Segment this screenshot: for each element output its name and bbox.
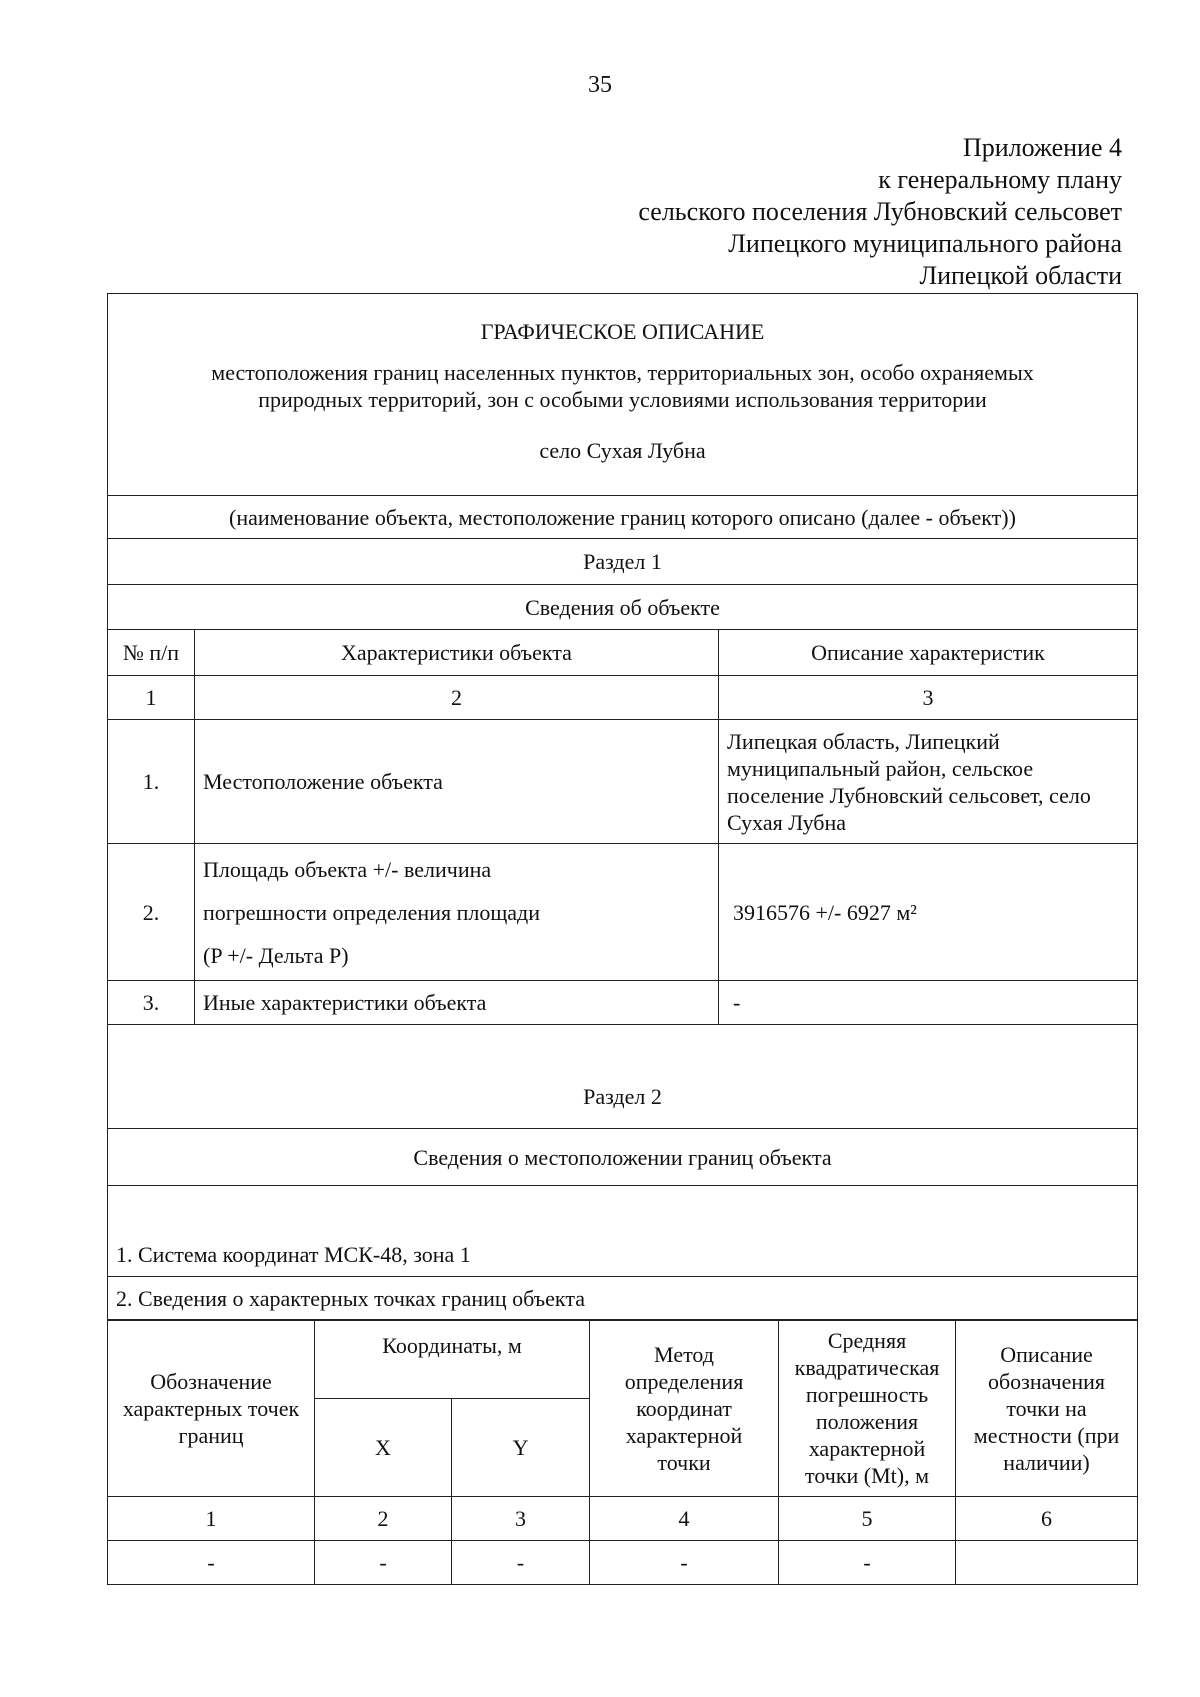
col-header-designation: Обозначение характерных точек границ xyxy=(108,1320,315,1497)
section1-subtitle: Сведения об объекте xyxy=(108,585,1138,630)
appendix-line: Липецкой области xyxy=(919,261,1122,290)
col-header-x: X xyxy=(315,1399,452,1497)
header-cell xyxy=(108,294,1138,496)
appendix-heading xyxy=(638,132,1122,292)
row-description: - xyxy=(719,981,1138,1025)
table-row xyxy=(108,981,1138,1025)
table-row xyxy=(108,720,1138,844)
document-title: ГРАФИЧЕСКОЕ ОПИСАНИЕ xyxy=(480,319,765,344)
page-number: 35 xyxy=(588,72,612,98)
col-header-coordinates: Координаты, м xyxy=(315,1320,590,1399)
table-cell: - xyxy=(779,1541,956,1585)
characteristic-line: (P +/- Дельта P) xyxy=(203,942,349,968)
row-description: Липецкая область, Липецкий муниципальный район, сельское поселение Лубновский сельсовет, село Сухая Лубна xyxy=(719,720,1138,844)
object-info-table xyxy=(107,293,1138,1321)
col-header-method: Метод определения координат характерной точки xyxy=(590,1320,779,1497)
appendix-line: к генеральному плану xyxy=(878,165,1122,194)
table-cell: - xyxy=(452,1541,590,1585)
table-row xyxy=(108,844,1138,981)
table-cell xyxy=(956,1541,1138,1585)
section1-title: Раздел 1 xyxy=(108,539,1138,585)
appendix-line: Приложение 4 xyxy=(962,133,1122,162)
object-caption: (наименование объекта, местоположение границ которого описано (далее - объект)) xyxy=(108,496,1138,539)
col-header-num: № п/п xyxy=(108,630,195,676)
object-name: село Сухая Лубна xyxy=(539,438,706,463)
table-cell: - xyxy=(315,1541,452,1585)
column-number: 3 xyxy=(719,676,1138,720)
row-number: 2. xyxy=(108,844,195,981)
column-number: 2 xyxy=(195,676,719,720)
points-title: 2. Сведения о характерных точках границ объекта xyxy=(108,1277,1138,1321)
table-row xyxy=(108,1541,1138,1585)
col-header-error: Средняя квадратическая погрешность положения характерной точки (Mt), м xyxy=(779,1320,956,1497)
table-cell: - xyxy=(590,1541,779,1585)
row-number: 1. xyxy=(108,720,195,844)
row-description: 3916576 +/- 6927 м² xyxy=(719,844,1138,981)
characteristic-line: Площадь объекта +/- величина xyxy=(203,856,492,882)
col-header-y: Y xyxy=(452,1399,590,1497)
column-number: 1 xyxy=(108,1497,315,1541)
coordinate-system: 1. Система координат МСК-48, зона 1 xyxy=(108,1186,1138,1277)
row-characteristic xyxy=(195,844,719,981)
column-number: 1 xyxy=(108,676,195,720)
section2-title: Раздел 2 xyxy=(108,1025,1138,1129)
section2-subtitle: Сведения о местоположении границ объекта xyxy=(108,1129,1138,1186)
row-characteristic: Местоположение объекта xyxy=(195,720,719,844)
row-characteristic: Иные характеристики объекта xyxy=(195,981,719,1025)
col-header-characteristic: Характеристики объекта xyxy=(195,630,719,676)
characteristic-line: погрешности определения площади xyxy=(203,899,541,925)
column-number: 3 xyxy=(452,1497,590,1541)
description-line: природных территорий, зон с особыми условиями использования территории xyxy=(258,387,987,412)
column-number: 4 xyxy=(590,1497,779,1541)
col-header-location: Описание обозначения точки на местности (при наличии) xyxy=(956,1320,1138,1497)
boundary-points-table xyxy=(107,1319,1138,1585)
appendix-line: Липецкого муниципального района xyxy=(728,229,1122,258)
description-line: местоположения границ населенных пунктов, территориальных зон, особо охраняемых xyxy=(211,360,1034,385)
appendix-line: сельского поселения Лубновский сельсовет xyxy=(638,197,1122,226)
table-cell: - xyxy=(108,1541,315,1585)
column-number: 5 xyxy=(779,1497,956,1541)
column-number: 6 xyxy=(956,1497,1138,1541)
col-header-description: Описание характеристик xyxy=(719,630,1138,676)
column-number: 2 xyxy=(315,1497,452,1541)
row-number: 3. xyxy=(108,981,195,1025)
document-description xyxy=(116,359,1129,413)
